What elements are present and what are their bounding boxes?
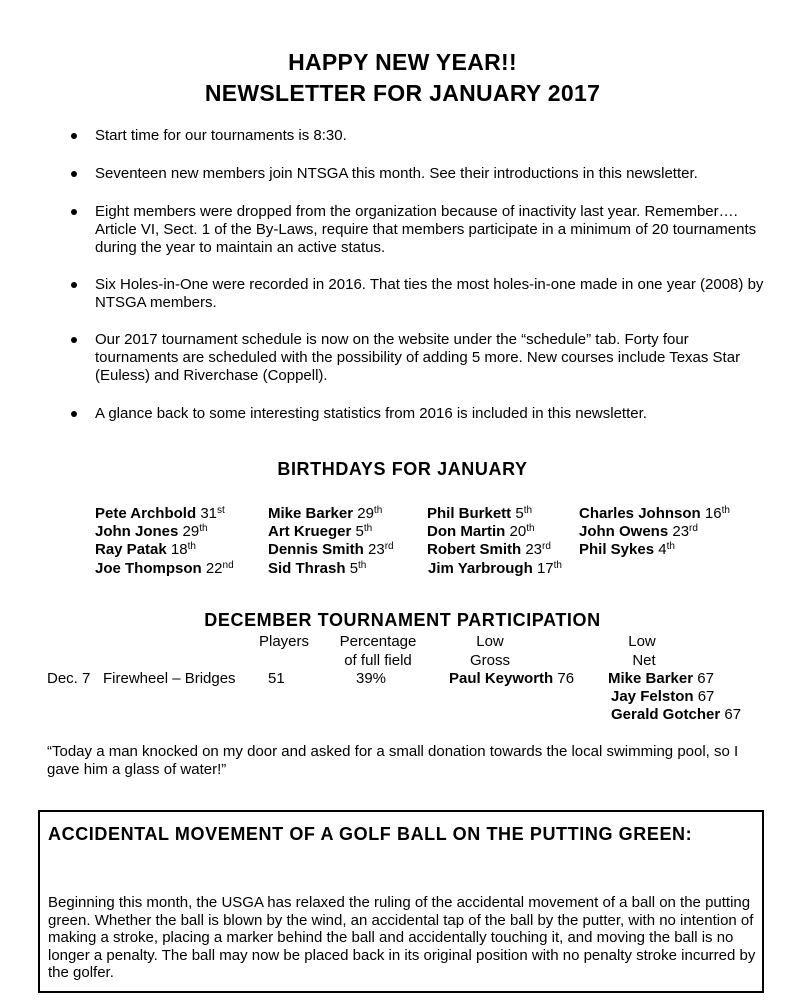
percentage-header-sub: of full field <box>344 652 412 669</box>
rules-article-title: ACCIDENTAL MOVEMENT OF A GOLF BALL ON THE PUTTING GREEN: <box>48 824 693 844</box>
birthday-entry: Phil Sykes 4th <box>579 541 675 558</box>
birthday-entry: Jim Yarbrough 17th <box>428 560 562 577</box>
birthdays-heading: BIRTHDAYS FOR JANUARY <box>277 459 528 479</box>
birthday-entry: Sid Thrash 5th <box>268 560 367 577</box>
birthday-entry: John Jones 29th <box>95 523 208 540</box>
birthday-entry: Don Martin 20th <box>427 523 535 540</box>
bullet-icon <box>71 337 77 343</box>
announcement-text: A glance back to some interesting statistics from 2016 is included in this newsletter. <box>95 405 647 422</box>
rules-article-body: Beginning this month, the USGA has relaxed the ruling of the accidental movement of a ball on the putting green. Whether the ball is blown by the wind, an accidental tap of the ball by the putter, with no intention of making a stroke, placing a marker behind the ball and accidentally touching it, and moving the ball is no longer a penalty. The ball may now be placed back in its original position with no penalty stroke incurred by the golfer. <box>48 894 756 981</box>
birthday-entry: Robert Smith 23rd <box>427 541 551 558</box>
low-gross-winner: Paul Keyworth 76 <box>449 670 575 687</box>
birthday-entry: Dennis Smith 23rd <box>268 541 394 558</box>
bullet-icon <box>71 133 77 139</box>
low-net-winner: Mike Barker 67 <box>608 670 714 687</box>
low-net-header: Low <box>628 633 656 650</box>
rules-article-box <box>38 810 764 993</box>
bullet-icon <box>71 209 77 215</box>
joke-quote: “Today a man knocked on my door and asked for a small donation towards the local swimming pool, so I gave him a glass of water!” <box>47 743 739 778</box>
birthday-entry: Ray Patak 18th <box>95 541 196 558</box>
birthday-entry: Phil Burkett 5th <box>427 505 533 522</box>
low-gross-header-sub: Gross <box>469 652 510 669</box>
announcement-text: Our 2017 tournament schedule is now on the website under the “schedule” tab. Forty four tournaments are scheduled with the possibility of adding 5 more. New courses include Texas Star (Euless) and Riverchase (Coppell). <box>95 331 741 384</box>
players-count: 51 <box>268 670 285 687</box>
percentage-header: Percentage <box>339 633 417 650</box>
players-header: Players <box>258 633 310 650</box>
low-net-winner: Gerald Gotcher 67 <box>611 706 742 723</box>
newsletter-title: NEWSLETTER FOR JANUARY 2017 <box>204 80 601 106</box>
low-gross-header: Low <box>476 633 504 650</box>
birthday-entry: John Owens 23rd <box>579 523 698 540</box>
birthday-entry: Mike Barker 29th <box>268 505 383 522</box>
announcement-text: Start time for our tournaments is 8:30. <box>95 127 347 144</box>
birthday-entry: Pete Archbold 31st <box>95 505 225 522</box>
announcement-text: Seventeen new members join NTSGA this month. See their introductions in this newsletter. <box>95 165 698 182</box>
low-net-header-sub: Net <box>632 652 656 669</box>
tournament-date: Dec. 7 <box>47 670 91 687</box>
birthday-entry: Joe Thompson 22nd <box>95 560 234 577</box>
tournament-course: Firewheel – Bridges <box>103 670 236 687</box>
birthday-entry: Charles Johnson 16th <box>579 505 730 522</box>
bullet-icon <box>71 282 77 288</box>
birthday-entry: Art Krueger 5th <box>268 523 373 540</box>
tournament-heading: DECEMBER TOURNAMENT PARTICIPATION <box>204 610 601 630</box>
bullet-icon <box>71 171 77 177</box>
announcement-text: Six Holes-in-One were recorded in 2016. That ties the most holes-in-one made in one year (2008) by NTSGA members. <box>95 276 764 311</box>
announcement-text: Eight members were dropped from the organization because of inactivity last year. Remember…. Article VI, Sect. 1 of the By-Laws, require that members participate in a minimum of 20 tournaments during the year to maintain an active status. <box>95 203 757 256</box>
bullet-icon <box>71 411 77 417</box>
low-net-winner: Jay Felston 67 <box>611 688 715 705</box>
field-percentage: 39% <box>356 670 387 687</box>
newsletter-greeting: HAPPY NEW YEAR!! <box>288 49 517 75</box>
